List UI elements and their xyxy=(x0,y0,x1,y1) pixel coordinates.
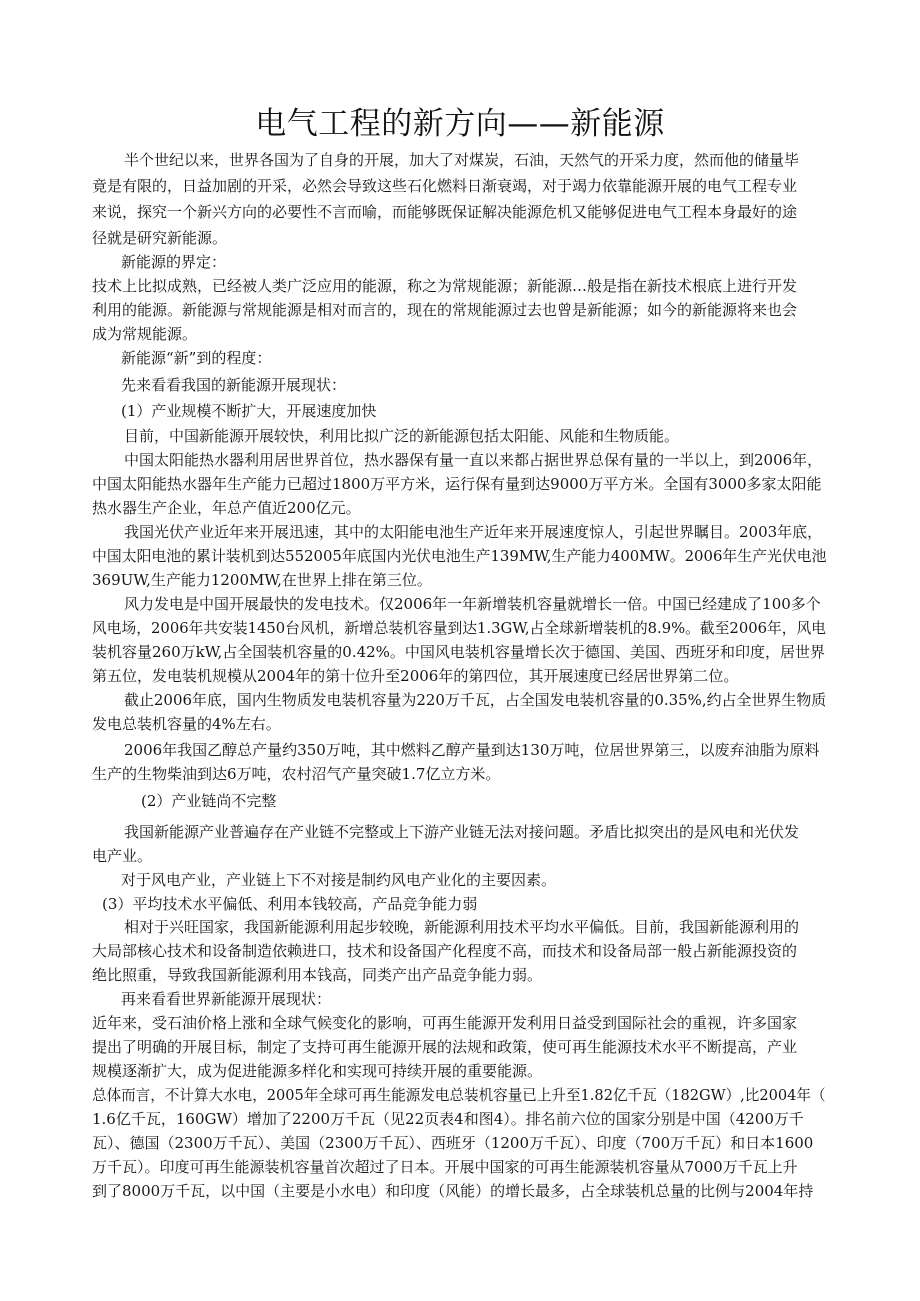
paragraph-line: 到了8000万千瓦，以中国（主要是小水电）和印度（风能）的增长最多，占全球装机总量的比例与2004年持 xyxy=(92,1182,814,1200)
paragraph-line: 技术上比拟成熟，已经被人类广泛应用的能源，称之为常规能源；新能源…般是指在新技术根底上进行开发 xyxy=(92,277,798,295)
paragraph-line: (2）产业链尚不完整 xyxy=(141,792,277,810)
paragraph-line: 先来看看我国的新能源开展现状： xyxy=(121,376,347,394)
paragraph-line: 提出了明确的开展目标，制定了支持可再生能源开展的法规和政策，使可再生能源技术水平不断提高，产业 xyxy=(92,1038,798,1056)
paragraph-line: 来说，探究一个新兴方向的必要性不言而喻，而能够既保证解决能源危机又能够促进电气工程本身最好的途 xyxy=(92,203,798,221)
paragraph-line: 生产的生物柴油到达6万吨，农村沼气产量突破1.7亿立方米。 xyxy=(92,765,501,783)
paragraph-line: 电产业。 xyxy=(92,847,153,865)
paragraph-line: 风力发电是中国开展最快的发电技术。仅2006年一年新增装机容量就增长一倍。中国已经建成了100多个 xyxy=(124,595,821,613)
paragraph-line: 装机容量260万kW,占全国装机容量的0.42%。中国风电装机容量增长次于德国、美国、西班牙和印度，居世界 xyxy=(92,643,825,661)
paragraph-line: 我国新能源产业普遍存在产业链不完整或上下游产业链无法对接问题。矛盾比拟突出的是风电和光伏发 xyxy=(124,823,800,841)
document-title: 电气工程的新方向——新能源 xyxy=(255,106,665,142)
paragraph-line: 万千瓦）。印度可再生能源装机容量首次超过了日本。开展中国家的可再生能源装机容量从7000万千瓦上升 xyxy=(92,1158,798,1176)
paragraph-line: 径就是研究新能源。 xyxy=(92,229,228,247)
paragraph-line: 2006年我国乙醇总产量约350万吨，其中燃料乙醇产量到达130万吨，位居世界第三，以废弃油脂为原料 xyxy=(124,741,820,759)
paragraph-line: 总体而言，不计算大水电，2005年全球可再生能源发电总装机容量已上升至1.82亿千瓦（182GW）,比2004年（ xyxy=(92,1086,826,1104)
paragraph-line: 新能源的界定： xyxy=(121,253,227,271)
paragraph-line: 相对于兴旺国家，我国新能源利用起步较晚，新能源利用技术平均水平偏低。目前，我国新能源利用的 xyxy=(124,918,800,936)
paragraph-line: 发电总装机容量的4%左右。 xyxy=(92,715,281,733)
paragraph-line: 对于风电产业，产业链上下不对接是制约风电产业化的主要因素。 xyxy=(121,871,557,889)
paragraph-line: 半个世纪以来，世界各国为了自身的开展，加大了对煤炭，石油，天然气的开采力度，然而他的储量毕 xyxy=(124,151,800,169)
paragraph-line: 绝比照重，导致我国新能源利用本钱高，同类产出产品竞争能力弱。 xyxy=(92,966,543,984)
paragraph-line: 瓦）、德国（2300万千瓦）、美国（2300万千瓦）、西班牙（1200万千瓦）、印度（700万千瓦）和日本1600 xyxy=(92,1134,814,1152)
paragraph-line: 风电场，2006年共安装1450台风机，新增总装机容量到达1.3GW,占全球新增装机的8.9%。截至2006年，风电 xyxy=(92,619,827,637)
paragraph-line: 竟是有限的，日益加剧的开采，必然会导致这些石化燃料日渐衰竭，对于竭力依靠能源开展的电气工程专业 xyxy=(92,177,798,195)
paragraph-line: (3）平均技术水平偏低、利用本钱较高，产品竞争能力弱 xyxy=(102,895,478,913)
paragraph-line: 利用的能源。新能源与常规能源是相对而言的，现在的常规能源过去也曾是新能源；如今的新能源将来也会 xyxy=(92,301,798,319)
paragraph-line: 第五位，发电装机规模从2004年的第十位升至2006年的第四位，其开展速度已经居世界第二位。 xyxy=(92,667,739,685)
paragraph-line: 我国光伏产业近年来开展迅速，其中的太阳能电池生产近年来开展速度惊人，引起世界瞩目。2003年底， xyxy=(124,523,823,541)
paragraph-line: 截止2006年底，国内生物质发电装机容量为220万千瓦，占全国发电装机容量的0.35%,约占全世界生物质 xyxy=(124,691,827,709)
paragraph-line: 1.6亿千瓦，160GW）增加了2200万千瓦（见22页表4和图4）。排名前六位的国家分别是中国（4200万千 xyxy=(92,1110,804,1128)
paragraph-line: 中国太阳能热水器年生产能力已超过1800万平方米，运行保有量到达9000万平方米。全国有3000多家太阳能 xyxy=(92,475,822,493)
paragraph-line: 近年来，受石油价格上涨和全球气候变化的影响，可再生能源开发利用日益受到国际社会的重视，许多国家 xyxy=(92,1014,798,1032)
paragraph-line: 成为常规能源。 xyxy=(92,325,198,343)
paragraph-line: 大局部核心技术和设备制造依赖进口，技术和设备国产化程度不高，而技术和设备局部一般占新能源投资的 xyxy=(92,942,798,960)
paragraph-line: (1）产业规模不断扩大，开展速度加快 xyxy=(121,402,377,420)
paragraph-line: 新能源“新”到的程度： xyxy=(121,349,272,367)
paragraph-line: 中国太阳电池的累计装机到达552005年底国内光伏电池生产139MW,生产能力400MW。2006年生产光伏电池 xyxy=(92,547,827,565)
paragraph-line: 目前，中国新能源开展较快，利用比拟广泛的新能源包括太阳能、风能和生物质能。 xyxy=(124,427,680,445)
paragraph-line: 规模逐渐扩大，成为促进能源多样化和实现可持续开展的重要能源。 xyxy=(92,1062,543,1080)
paragraph-line: 中国太阳能热水器利用居世界首位，热水器保有量一直以来都占据世界总保有量的一半以上，到2006年， xyxy=(124,451,823,469)
paragraph-line: 热水器生产企业，年总产值近200亿元。 xyxy=(92,499,361,517)
paragraph-line: 再来看看世界新能源开展现状： xyxy=(121,990,332,1008)
paragraph-line: 369UW,生产能力1200MW,在世界上排在第三位。 xyxy=(92,571,432,589)
